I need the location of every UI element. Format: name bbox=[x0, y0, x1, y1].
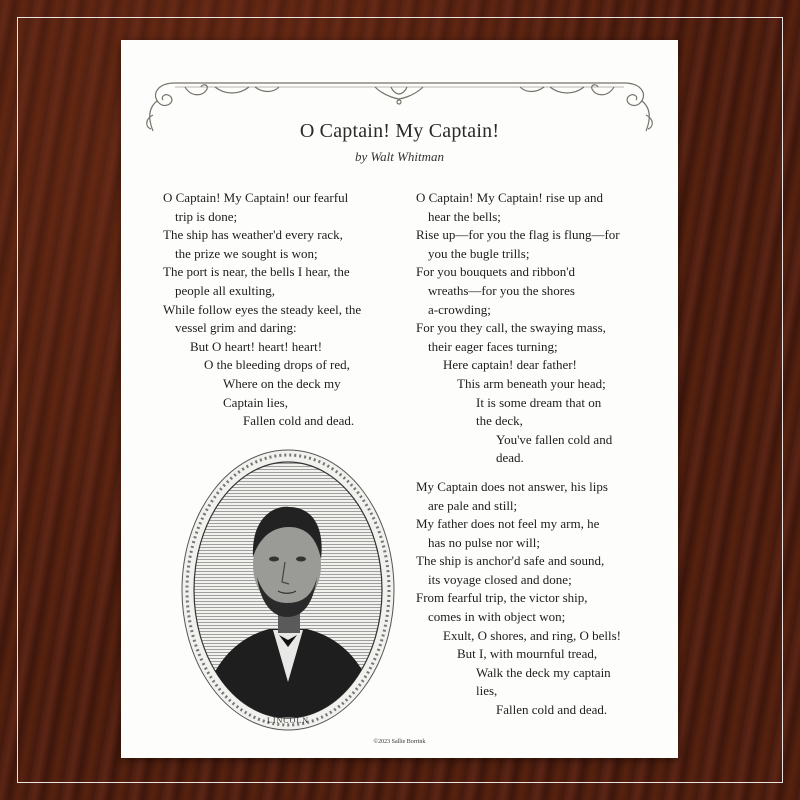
poem-line: My Captain does not answer, his lips bbox=[416, 478, 608, 494]
poem-line: a-crowding; bbox=[428, 301, 491, 317]
poem-line: Exult, O shores, and ring, O bells! bbox=[443, 627, 622, 643]
copyright-notice: ©2023 Sallie Borrink bbox=[373, 739, 426, 745]
stanza-1 bbox=[163, 189, 403, 431]
poem-line: But I, with mournful tread, bbox=[457, 646, 598, 662]
portrait-caption: LINCOLN bbox=[266, 716, 310, 725]
poem-author: by Walt Whitman bbox=[354, 149, 445, 164]
poem-page bbox=[121, 40, 678, 758]
poem-line: hear the bells; bbox=[428, 208, 501, 224]
poem-line: O the bleeding drops of red, bbox=[204, 357, 350, 373]
poem-line: comes in with object won; bbox=[428, 609, 566, 625]
poem-line: Walk the deck my captain bbox=[476, 664, 611, 680]
poem-line: their eager faces turning; bbox=[428, 338, 558, 354]
poem-line: For you they call, the swaying mass, bbox=[416, 320, 606, 336]
poem-line: Where on the deck my bbox=[223, 375, 341, 391]
poem-line: you the bugle trills; bbox=[428, 245, 530, 261]
poem-line: You've fallen cold and bbox=[496, 431, 613, 447]
poem-line: trip is done; bbox=[175, 208, 238, 224]
poem-line: Captain lies, bbox=[223, 394, 288, 410]
poem-line: dead. bbox=[496, 450, 524, 466]
poem-line: For you bouquets and ribbon'd bbox=[416, 264, 576, 280]
lincoln-portrait-engraving bbox=[179, 447, 397, 733]
poem-line: its voyage closed and done; bbox=[428, 571, 572, 587]
poem-line: Rise up—for you the flag is flung—for bbox=[416, 227, 620, 243]
poem-line: Fallen cold and dead. bbox=[243, 413, 355, 429]
poem-line: the deck, bbox=[476, 413, 523, 429]
poem-line: the prize we sought is won; bbox=[175, 245, 318, 261]
stanza-2-and-3 bbox=[416, 189, 656, 720]
poem-line: It is some dream that on bbox=[476, 394, 602, 410]
poem-line: From fearful trip, the victor ship, bbox=[416, 590, 588, 606]
poem-line: This arm beneath your head; bbox=[457, 375, 606, 391]
poem-line: The ship is anchor'd safe and sound, bbox=[416, 553, 605, 569]
poem-title: O Captain! My Captain! bbox=[299, 120, 500, 142]
poem-line: wreaths—for you the shores bbox=[428, 282, 575, 298]
poem-line: But O heart! heart! heart! bbox=[190, 338, 323, 354]
poem-line: people all exulting, bbox=[175, 282, 276, 298]
poem-line: The port is near, the bells I hear, the bbox=[163, 264, 350, 280]
poem-line: O Captain! My Captain! our fearful bbox=[163, 190, 349, 205]
poem-line: lies, bbox=[476, 683, 498, 699]
poem-line: My father does not feel my arm, he bbox=[416, 516, 600, 532]
poem-line: While follow eyes the steady keel, the bbox=[163, 301, 362, 317]
poem-line: The ship has weather'd every rack, bbox=[163, 227, 343, 243]
poem-line: Here captain! dear father! bbox=[443, 357, 577, 373]
poem-line: vessel grim and daring: bbox=[175, 320, 297, 336]
poem-line: are pale and still; bbox=[428, 497, 518, 513]
poem-line: has no pulse nor will; bbox=[428, 534, 540, 550]
poem-line: O Captain! My Captain! rise up and bbox=[416, 190, 604, 205]
poem-line: Fallen cold and dead. bbox=[496, 702, 608, 718]
